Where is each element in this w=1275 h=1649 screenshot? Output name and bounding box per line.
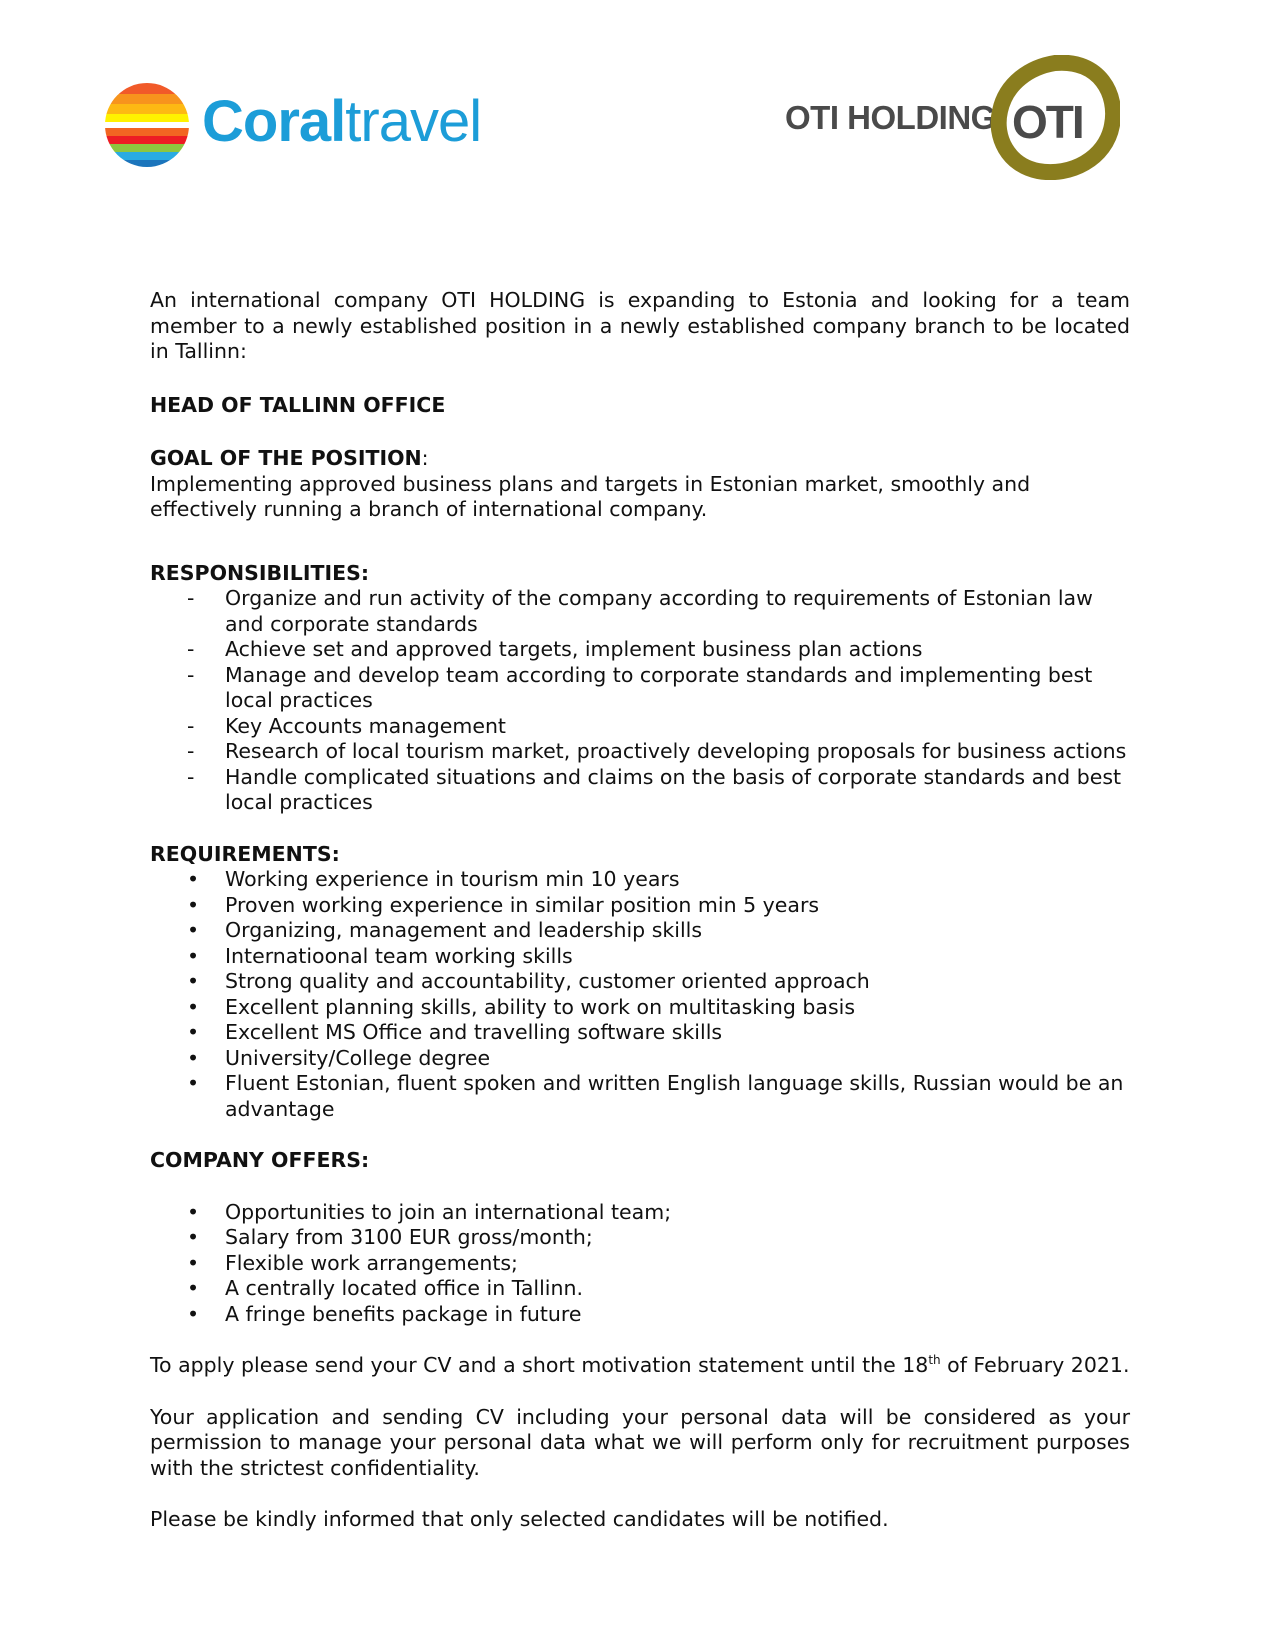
intro-paragraph: An international company OTI HOLDING is expanding to Estonia and looking for a team member to a newly established position in a newly established company branch to be located in Tallinn: xyxy=(150,288,1130,363)
list-item: • Organizing, management and leadership skills xyxy=(187,918,703,942)
list-item: - Organize and run activity of the company according to requirements of Estonian law and corporate standards xyxy=(187,586,1093,636)
list-item: • Salary from 3100 EUR gross/month; xyxy=(187,1225,593,1249)
offers-list xyxy=(150,1200,1130,1328)
list-item: • Flexible work arrangements; xyxy=(187,1250,518,1275)
list-item: • A centrally located office in Tallinn. xyxy=(187,1276,583,1300)
coral-travel-wordmark: Coraltravel xyxy=(202,89,482,154)
list-item: - Achieve set and approved targets, implement business plan actions xyxy=(187,637,923,661)
offers-heading: COMPANY OFFERS: xyxy=(150,1148,370,1172)
goal-text: Implementing approved business plans and targets in Estonian market, smoothly and effectively running a branch of international company. xyxy=(150,471,1031,521)
requirements-list xyxy=(150,867,1130,1122)
oti-holding-wordmark: OTI HOLDING xyxy=(785,99,996,136)
position-title: HEAD OF TALLINN OFFICE xyxy=(150,392,446,417)
goal-heading: GOAL OF THE POSITION: xyxy=(150,446,429,470)
list-item: - Key Accounts management xyxy=(187,713,506,738)
requirements-heading: REQUIREMENTS: xyxy=(150,841,340,866)
list-item: • Fluent Estonian, fluent spoken and written English language skills, Russian would be an advantage xyxy=(187,1071,1124,1121)
list-item: - Research of local tourism market, proactively developing proposals for business actions xyxy=(187,739,1127,763)
privacy-paragraph: Your application and sending CV including your personal data will be considered as your permission to manage your personal data what we will perform only for recruitment purposes with the strictest confidentiality. xyxy=(150,1404,1130,1480)
responsibilities-list xyxy=(150,586,1130,816)
list-item: • Excellent MS Office and travelling software skills xyxy=(187,1020,723,1044)
oti-holding-logo xyxy=(785,55,1135,180)
list-item: • Proven working experience in similar position min 5 years xyxy=(187,892,820,917)
list-item: - Handle complicated situations and claims on the basis of corporate standards and best local practices xyxy=(187,764,1122,814)
coral-sun-icon xyxy=(104,82,190,168)
apply-paragraph: To apply please send your CV and a short motivation statement until the 18th of February 2021. xyxy=(150,1353,1130,1377)
list-item: • Excellent planning skills, ability to work on multitasking basis xyxy=(187,994,855,1019)
job-posting xyxy=(150,288,1130,1533)
list-item: • Strong quality and accountability, customer oriented approach xyxy=(187,969,870,993)
coral-travel-logo xyxy=(104,82,524,168)
list-item: • Working experience in tourism min 10 years xyxy=(187,867,680,891)
responsibilities-heading: RESPONSIBILITIES: xyxy=(150,560,370,585)
list-item: • University/College degree xyxy=(187,1045,491,1070)
list-item: - Manage and develop team according to corporate standards and implementing best local practices xyxy=(187,662,1093,712)
oti-mark: OTI xyxy=(1012,96,1083,148)
list-item: • A fringe benefits package in future xyxy=(187,1301,582,1326)
list-item: • Opportunities to join an international team; xyxy=(187,1199,672,1224)
list-item: • Internatioonal team working skills xyxy=(187,943,573,968)
notice-paragraph: Please be kindly informed that only selected candidates will be notified. xyxy=(150,1507,889,1531)
